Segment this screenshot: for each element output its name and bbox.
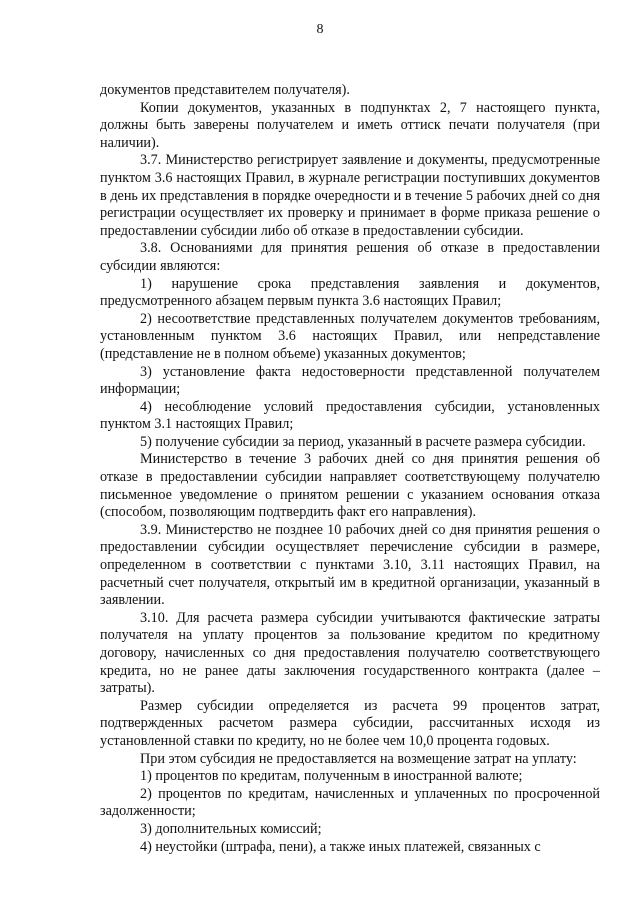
paragraph: При этом субсидия не предоставляется на возмещение затрат на уплату:: [140, 750, 577, 767]
paragraph: 4) неустойки (штрафа, пени), а также иных платежей, связанных с: [140, 838, 541, 855]
paragraph: 1) нарушение срока представления заявления и документов, предусмотренного абзацем первым пункта 3.6 настоящих Правил;: [100, 275, 600, 310]
paragraph: 3) дополнительных комиссий;: [140, 820, 322, 837]
paragraph: Министерство в течение 3 рабочих дней со дня принятия решения об отказе в предоставлении субсидии направляет соответствующему получателю письменное уведомление о принятом решении с указанием основания отказа (способом, позволяющим подтвердить факт его направления).: [100, 451, 600, 521]
paragraph: 2) процентов по кредитам, начисленных и уплаченных по просроченной задолженности;: [100, 785, 600, 820]
paragraph: Копии документов, указанных в подпунктах 2, 7 настоящего пункта, должны быть заверены получателем и иметь оттиск печати получателя (при наличии).: [100, 99, 600, 151]
paragraph: 3.7. Министерство регистрирует заявление и документы, предусмотренные пунктом 3.6 настоящих Правил, в журнале регистрации поступивших документов в день их представления в порядке очередности и в течение 5 рабочих дней со дня регистрации осуществляет их проверку и принимает в форме приказа решение о предоставлении субсидии либо об отказе в предоставлении субсидии.: [100, 152, 600, 239]
paragraph: 3.9. Министерство не позднее 10 рабочих дней со дня принятия решения о предоставлении субсидии осуществляет перечисление субсидии в размере, определенном в соответствии с пунктами 3.10, 3.11 настоящих Правил, на расчетный счет получателя, открытый им в кредитной организации, указанный в заявлении.: [100, 521, 600, 609]
page-number: 8: [316, 22, 324, 37]
paragraph: 5) получение субсидии за период, указанный в расчете размера субсидии.: [140, 433, 586, 450]
paragraph: 2) несоответствие представленных получателем документов требованиям, установленным пунктом 3.6 настоящих Правил, или непредставление (представление не в полном объеме) указанных документов;: [100, 310, 600, 362]
paragraph: документов представителем получателя).: [100, 82, 350, 98]
paragraph: 1) процентов по кредитам, полученным в иностранной валюте;: [140, 768, 523, 785]
paragraph: 3) установление факта недостоверности представленной получателем информации;: [100, 363, 600, 398]
paragraph: 3.10. Для расчета размера субсидии учитываются фактические затраты получателя на уплату процентов за пользование кредитом по кредитному договору, начисленных со дня предоставления получателю соответствующего кредита, но не ранее даты заключения государственного контракта (далее – затраты).: [100, 609, 600, 697]
document-body: [100, 82, 600, 856]
paragraph: 3.8. Основаниями для принятия решения об отказе в предоставлении субсидии являются:: [100, 240, 600, 274]
paragraph: Размер субсидии определяется из расчета 99 процентов затрат, подтвержденных расчетом размера субсидии, рассчитанных исходя из установленной ставки по кредиту, но не более чем 10,0 процента годовых.: [100, 697, 600, 749]
paragraph: 4) несоблюдение условий предоставления субсидии, установленных пунктом 3.1 настоящих Правил;: [100, 398, 600, 433]
